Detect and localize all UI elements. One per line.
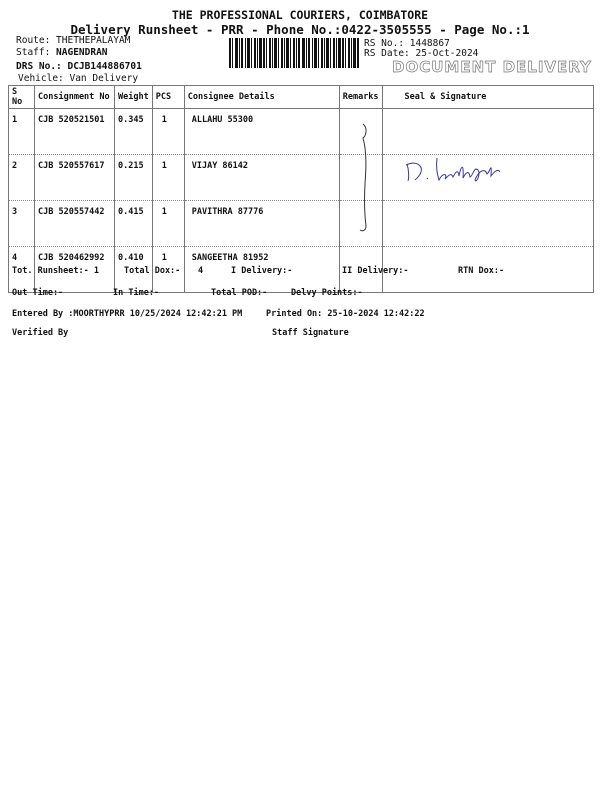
delivery-table [8, 85, 594, 293]
col-header-weight: Weight [115, 86, 153, 109]
delvy-points: Delvy Points:- [291, 288, 363, 298]
printed-on: Printed On: 25-10-2024 12:42:22 [266, 309, 425, 319]
rs-date: RS Date: 25-Oct-2024 [364, 48, 479, 59]
drs-number: DCJB144886701 [67, 61, 142, 72]
company-title: THE PROFESSIONAL COURIERS, COIMBATORE [171, 8, 429, 22]
total-dox-value: 4 [198, 266, 204, 276]
drs-line [16, 61, 142, 72]
cell-pcs: 1 [152, 109, 184, 155]
drs-label: DRS No.: [16, 61, 68, 72]
in-time: In Time:- [113, 288, 160, 298]
remarks-handwritten-bracket [355, 122, 377, 234]
cell-sno: 4 [9, 247, 35, 293]
table-row [9, 109, 594, 155]
col-header-pcs: PCS [152, 86, 184, 109]
handwritten-signature [403, 150, 528, 186]
verified-by: Verified By [12, 328, 69, 338]
col-header-seal-signature: Seal & Signature [382, 86, 593, 109]
entered-by: Entered By :MOORTHYPRR 10/25/2024 12:42:21 PM [12, 309, 243, 319]
out-time: Out Time:- [12, 288, 64, 298]
i-delivery: I Delivery:- [231, 266, 293, 276]
cell-weight: 0.410 [115, 247, 153, 293]
col-header-remarks: Remarks [339, 86, 382, 109]
col-header-sno: S No [9, 86, 35, 109]
ii-delivery: II Delivery:- [342, 266, 409, 276]
rtn-dox: RTN Dox:- [458, 266, 505, 276]
cell-consignee: SANGEETHA 81952 [184, 247, 339, 293]
total-dox-label: Total Dox:- [124, 266, 181, 276]
staff-name: NAGENDRAN [56, 47, 108, 58]
staff-line [16, 47, 108, 58]
barcode-image [229, 38, 359, 68]
cell-pcs: 1 [152, 247, 184, 293]
cell-weight: 0.215 [115, 155, 153, 201]
cell-consignee: PAVITHRA 87776 [184, 201, 339, 247]
cell-sno: 1 [9, 109, 35, 155]
cell-consignment: CJB 520521501 [35, 109, 115, 155]
cell-signature [382, 201, 593, 247]
table-row [9, 201, 594, 247]
cell-weight: 0.415 [115, 201, 153, 247]
cell-signature [382, 109, 593, 155]
col-header-consignment: Consignment No [35, 86, 115, 109]
cell-consignee: ALLAHU 55300 [184, 109, 339, 155]
col-header-consignee: Consignee Details [184, 86, 339, 109]
cell-consignment: CJB 520557442 [35, 201, 115, 247]
document-delivery-stamp: DOCUMENT DELIVERY [392, 58, 592, 76]
cell-pcs: 1 [152, 201, 184, 247]
staff-label: Staff: [16, 47, 57, 58]
rs-number: RS No.: 1448867 [364, 38, 450, 49]
tot-runsheet: Tot. Runsheet:- 1 [12, 266, 99, 276]
cell-consignee: VIJAY 86142 [184, 155, 339, 201]
vehicle-label: Vehicle: Van Delivery [18, 73, 139, 84]
table-header-row [9, 86, 594, 109]
staff-signature: Staff Signature [272, 328, 349, 338]
cell-consignment: CJB 520557617 [35, 155, 115, 201]
cell-consignment: CJB 520462992 [35, 247, 115, 293]
route-label: Route: THETHEPALAYAM [16, 35, 131, 46]
cell-sno: 3 [9, 201, 35, 247]
cell-pcs: 1 [152, 155, 184, 201]
runsheet-subtitle: Delivery Runsheet - PRR - Phone No.:0422-3505555 - Page No.:1 [70, 22, 530, 37]
cell-sno: 2 [9, 155, 35, 201]
total-pod: Total POD:- [211, 288, 268, 298]
cell-weight: 0.345 [115, 109, 153, 155]
